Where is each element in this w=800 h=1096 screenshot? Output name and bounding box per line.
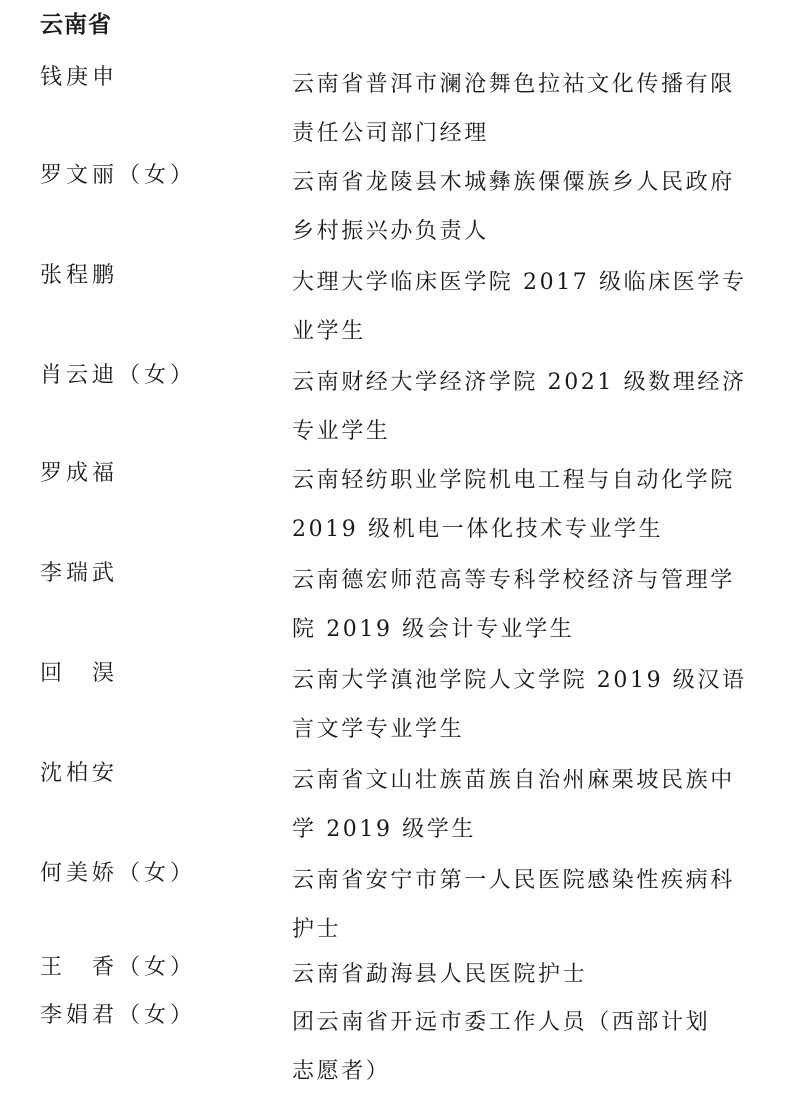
description-line: 专业学生 bbox=[292, 419, 391, 444]
person-name: 张程鹏 bbox=[40, 263, 119, 288]
person-description bbox=[292, 656, 762, 754]
person-name: 肖云迪（女） bbox=[40, 363, 197, 388]
description-line: 言文学专业学生 bbox=[292, 717, 465, 742]
person-description bbox=[292, 756, 762, 854]
person-name: 回 淏 bbox=[40, 661, 119, 686]
person-name: 何美娇（女） bbox=[40, 861, 197, 886]
description-line: 2019 级机电一体化技术专业学生 bbox=[292, 517, 664, 542]
description-line: 云南省龙陵县木城彝族傈僳族乡人民政府 bbox=[292, 170, 735, 195]
person-name: 李娟君（女） bbox=[40, 1003, 197, 1028]
description-line: 云南省安宁市第一人民医院感染性疾病科 bbox=[292, 868, 735, 893]
description-line: 乡村振兴办负责人 bbox=[292, 219, 489, 244]
person-name: 罗成福 bbox=[40, 461, 119, 486]
person-description bbox=[292, 856, 762, 954]
description-line: 云南省文山壮族苗族自治州麻栗坡民族中 bbox=[292, 768, 735, 793]
description-line: 云南德宏师范高等专科学校经济与管理学 bbox=[292, 568, 735, 593]
description-line: 责任公司部门经理 bbox=[292, 121, 489, 146]
description-line: 云南省普洱市澜沧舞色拉祜文化传播有限 bbox=[292, 72, 735, 97]
person-description bbox=[292, 158, 762, 256]
description-line: 云南轻纺职业学院机电工程与自动化学院 bbox=[292, 468, 735, 493]
person-name: 罗文丽（女） bbox=[40, 163, 197, 188]
description-line: 志愿者） bbox=[292, 1059, 391, 1084]
person-description bbox=[292, 60, 762, 158]
person-description bbox=[292, 998, 762, 1096]
description-line: 学 2019 级学生 bbox=[292, 817, 476, 842]
description-line: 团云南省开远市委工作人员（西部计划 bbox=[292, 1010, 711, 1035]
person-description bbox=[292, 456, 762, 554]
description-line: 大理大学临床医学院 2017 级临床医学专 bbox=[292, 270, 747, 295]
person-name: 沈柏安 bbox=[40, 761, 119, 786]
person-description bbox=[292, 258, 762, 356]
person-name: 钱庚申 bbox=[40, 65, 119, 90]
person-description bbox=[292, 556, 762, 654]
province-heading: 云南省 bbox=[40, 12, 112, 38]
description-line: 云南省勐海县人民医院护士 bbox=[292, 962, 588, 987]
person-name: 李瑞武 bbox=[40, 561, 119, 586]
person-name: 王 香（女） bbox=[40, 955, 197, 980]
person-description bbox=[292, 358, 762, 456]
description-line: 院 2019 级会计专业学生 bbox=[292, 617, 575, 642]
person-description bbox=[292, 950, 762, 999]
description-line: 云南财经大学经济学院 2021 级数理经济 bbox=[292, 370, 747, 395]
description-line: 护士 bbox=[292, 917, 342, 942]
description-line: 云南大学滇池学院人文学院 2019 级汉语 bbox=[292, 668, 747, 693]
description-line: 业学生 bbox=[292, 319, 366, 344]
